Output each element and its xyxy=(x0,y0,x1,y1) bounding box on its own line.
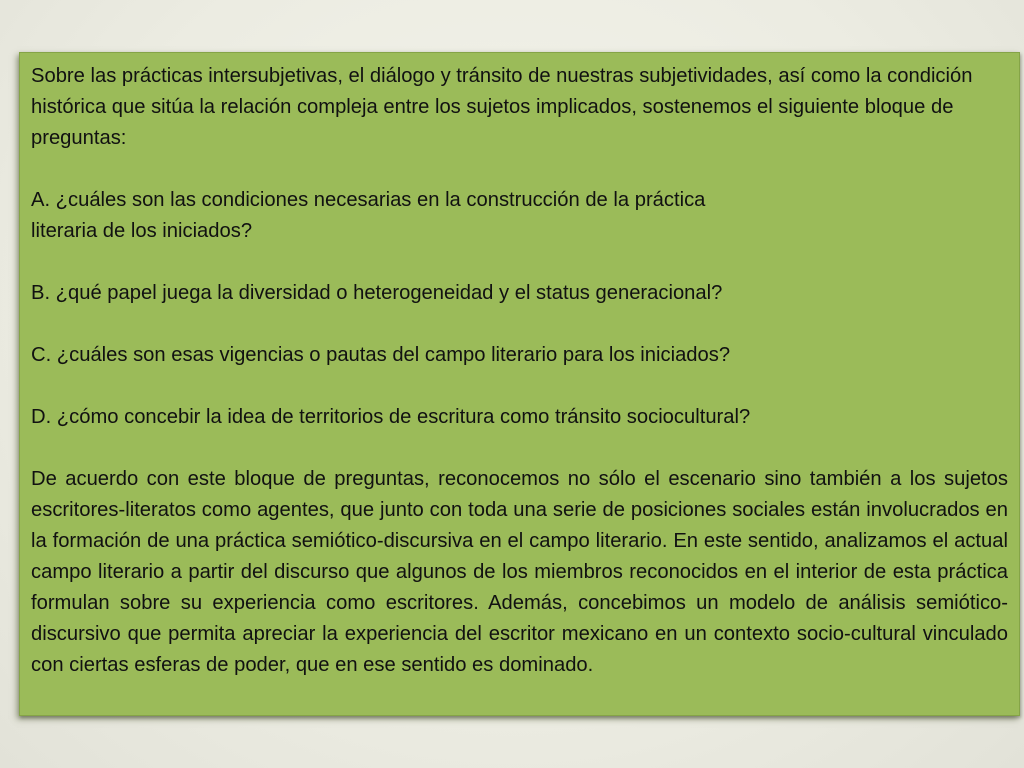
spacer xyxy=(31,371,1008,402)
text-box xyxy=(19,52,1020,716)
spacer xyxy=(31,433,1008,464)
spacer xyxy=(31,154,1008,185)
question-d: D. ¿cómo concebir la idea de territorios de escritura como tránsito sociocultural? xyxy=(31,406,751,428)
spacer xyxy=(31,309,1008,340)
question-a-line-2: literaria de los iniciados? xyxy=(31,220,253,242)
question-b: B. ¿qué papel juega la diversidad o heterogeneidad y el status generacional? xyxy=(31,282,723,304)
intro-paragraph: Sobre las prácticas intersubjetivas, el diálogo y tránsito de nuestras subjetividades, así como la condición histórica que sitúa la relación compleja entre los sujetos implicados, sostenemos el siguiente bloque de preguntas: xyxy=(31,65,973,149)
spacer xyxy=(31,247,1008,278)
question-c: C. ¿cuáles son esas vigencias o pautas del campo literario para los iniciados? xyxy=(31,344,731,366)
question-a-line-1: A. ¿cuáles son las condiciones necesarias en la construcción de la práctica xyxy=(31,189,706,211)
conclusion-paragraph: De acuerdo con este bloque de preguntas, reconocemos no sólo el escenario sino también a los sujetos escritores-literatos como agentes, que junto con toda una serie de posiciones sociales están involucrados en la formación de una práctica semiótico-discursiva en el campo literario. En este sentido, analizamos el actual campo literario a partir del discurso que algunos de los miembros reconocidos en el interior de esta práctica formulan sobre su experiencia como escritores. Además, concebimos un modelo de análisis semiótico-discursivo que permita apreciar la experiencia del escritor mexicano en un contexto socio-cultural vinculado con ciertas esferas de poder, que en ese sentido es dominado. xyxy=(31,468,1008,676)
